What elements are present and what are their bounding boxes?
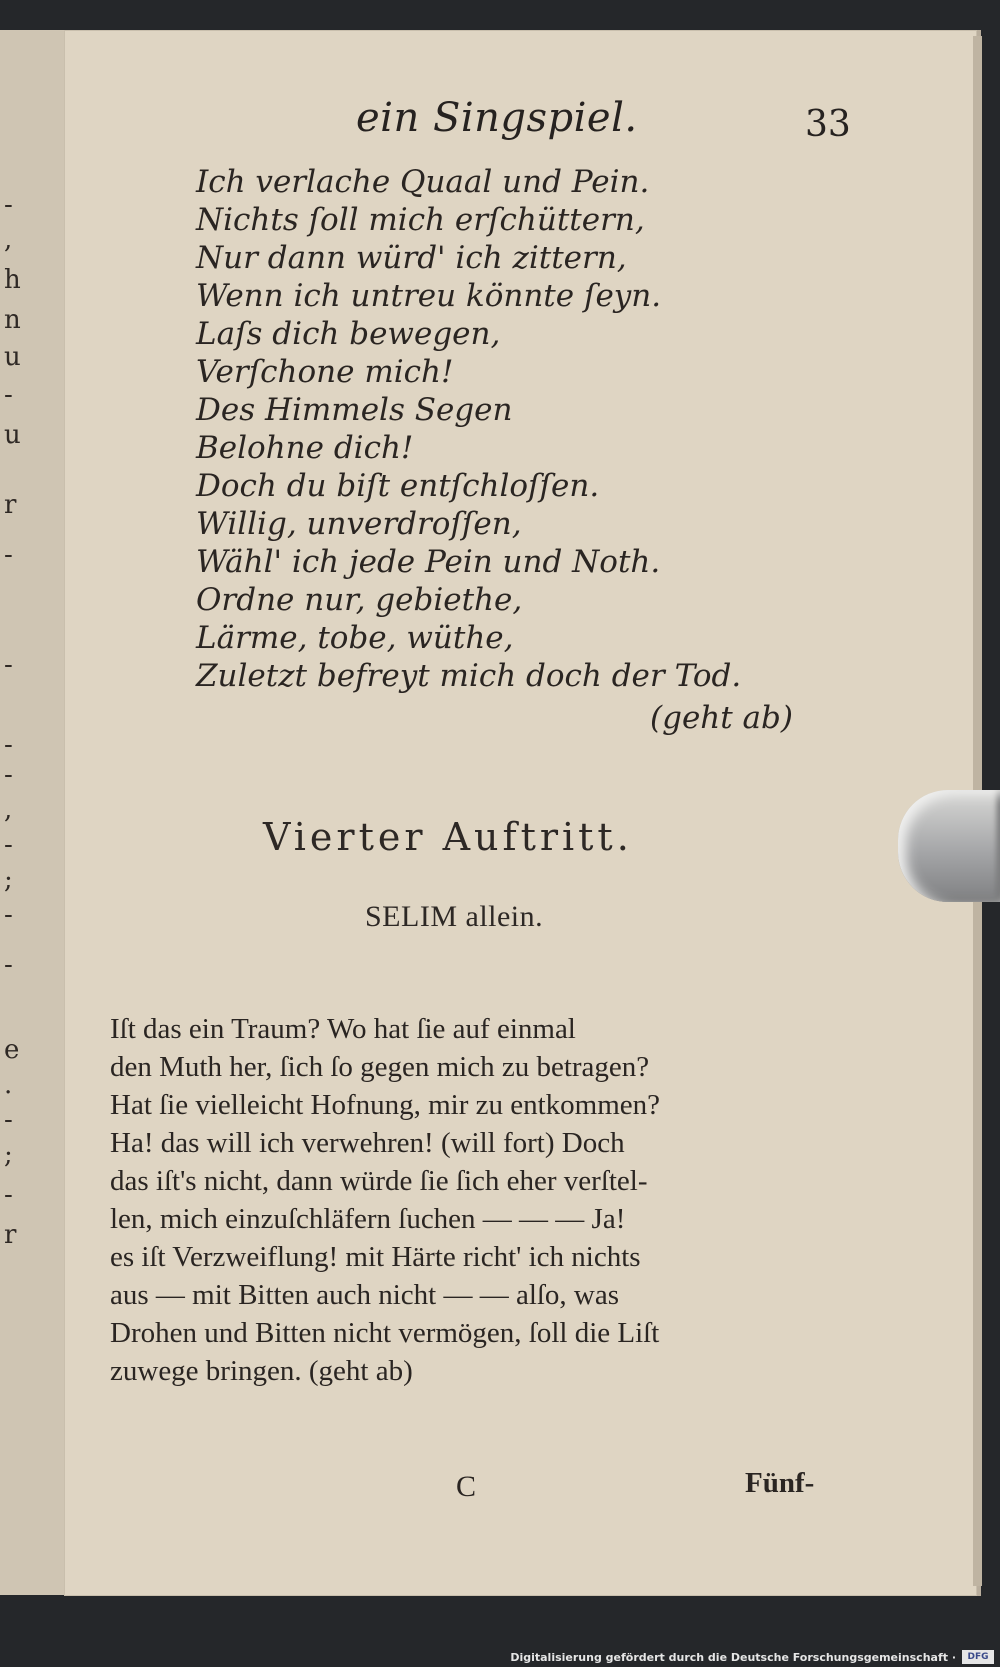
poem-line: Nur dann würd' ich zittern, — [196, 240, 627, 276]
margin-fragment: e — [4, 1035, 20, 1065]
poem-line: Laſs dich bewegen, — [196, 316, 501, 352]
margin-fragment: u — [4, 342, 21, 372]
margin-fragment: , — [4, 795, 13, 825]
poem-line: Nichts ſoll mich erſchüttern, — [196, 202, 645, 238]
margin-fragment: , — [4, 225, 13, 255]
margin-fragment: - — [4, 830, 13, 860]
poem-line: Belohne dich! — [196, 430, 414, 466]
prose-line: Drohen und Bitten nicht vermögen, ſoll die Liſt — [110, 1317, 660, 1349]
margin-fragment: h — [4, 265, 21, 295]
poem-line: Wähl' ich jede Pein und Noth. — [196, 544, 661, 580]
prose-line: Ha! das will ich verwehren! (will fort) Doch — [110, 1127, 625, 1159]
prose-line: zuwege bringen. (geht ab) — [110, 1355, 413, 1387]
left-page-edge — [0, 30, 70, 1595]
stage-direction: (geht ab) — [650, 700, 793, 736]
margin-fragment: - — [4, 950, 13, 980]
margin-fragment: u — [4, 420, 21, 450]
prose-line: es iſt Verzweiflung! mit Härte richt' ich nichts — [110, 1241, 641, 1273]
margin-fragment: n — [4, 305, 21, 335]
poem-line: Des Himmels Segen — [196, 392, 513, 428]
margin-fragment: - — [4, 760, 13, 790]
margin-fragment: - — [4, 1105, 13, 1135]
prose-block — [110, 1010, 830, 1390]
poem-line: Willig, unverdroſſen, — [196, 506, 522, 542]
margin-fragment: - — [4, 1180, 13, 1210]
margin-fragment: - — [4, 190, 13, 220]
page-number: 33 — [805, 104, 851, 145]
digitization-credit: Digitalisierung gefördert durch die Deutsche Forschungsgemeinschaft · — [510, 1651, 956, 1664]
left-page-margin-fragments — [0, 30, 40, 1595]
prose-line: den Muth her, ſich ſo gegen mich zu betragen? — [110, 1051, 650, 1083]
poem-line: Zuletzt befreyt mich doch der Tod. — [196, 658, 742, 694]
margin-fragment: . — [4, 1070, 13, 1100]
poem-line: Verſchone mich! — [196, 354, 454, 390]
margin-fragment: - — [4, 730, 13, 760]
margin-fragment: - — [4, 380, 13, 410]
character-name: SELIM allein. — [365, 900, 544, 933]
margin-fragment: - — [4, 900, 13, 930]
margin-fragment: r — [4, 1220, 17, 1250]
poem-line: Doch du biſt entſchloſſen. — [196, 468, 600, 504]
poem-line: Wenn ich untreu könnte ſeyn. — [196, 278, 662, 314]
signature-mark: C — [456, 1470, 477, 1503]
margin-fragment: - — [4, 650, 13, 680]
poem-line: Lärme, tobe, wüthe, — [196, 620, 514, 656]
page-clip — [898, 790, 1000, 902]
running-head: ein Singspiel. — [356, 95, 638, 141]
poem-line: Ich verlache Quaal und Pein. — [196, 164, 650, 200]
margin-fragment: r — [4, 490, 17, 520]
poem-block — [196, 163, 816, 695]
margin-fragment: ; — [4, 1140, 13, 1170]
prose-line: len, mich einzuſchläfern ſuchen — — — Ja! — [110, 1203, 626, 1235]
prose-line: aus — mit Bitten auch nicht — — alſo, was — [110, 1279, 620, 1311]
margin-fragment: - — [4, 540, 13, 570]
prose-line: das iſt's nicht, dann würde ſie ſich eher verſtel- — [110, 1165, 648, 1197]
prose-line: Hat ſie vielleicht Hofnung, mir zu entkommen? — [110, 1089, 661, 1121]
margin-fragment: ; — [4, 865, 13, 895]
dfg-logo: DFG — [962, 1650, 994, 1664]
scene-heading: Vierter Auftritt. — [263, 815, 633, 859]
prose-line: Iſt das ein Traum? Wo hat ſie auf einmal — [110, 1013, 576, 1045]
poem-line: Ordne nur, gebiethe, — [196, 582, 523, 618]
catchword: Fünf- — [745, 1467, 815, 1499]
